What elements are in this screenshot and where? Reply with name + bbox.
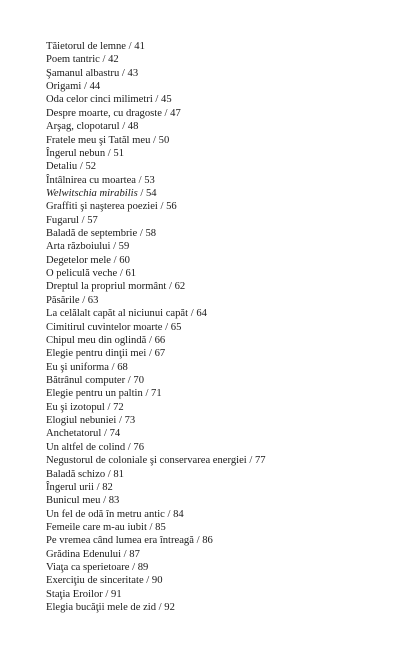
toc-entry-separator: / (93, 481, 103, 493)
toc-entry-title: Cimitirul cuvintelor moarte (46, 321, 163, 333)
toc-entry-separator: / (152, 94, 162, 106)
toc-entry-title: La celălalt capăt al niciunui capăt (46, 308, 189, 320)
toc-entry-title: Graffiti şi naşterea poeziei (46, 201, 158, 213)
toc-entry-separator: / (146, 348, 155, 360)
toc-entry-page-number: 53 (144, 174, 155, 186)
toc-entry-separator: / (108, 361, 118, 373)
toc-entry-separator: / (129, 562, 138, 574)
toc-entry-separator: / (110, 241, 119, 253)
toc-entry-page-number: 68 (117, 361, 128, 373)
toc-entry-separator: / (150, 134, 159, 146)
toc-entry (46, 548, 266, 561)
toc-entry-title: Baladă de septembrie (46, 228, 138, 240)
toc-entry (46, 67, 266, 80)
toc-entry-separator: / (119, 121, 128, 133)
toc-entry-title: Elegie pentru un paltin (46, 388, 143, 400)
toc-entry (46, 53, 266, 66)
toc-entry (46, 240, 266, 253)
toc-entry-title: Eu şi uniforma (46, 361, 109, 373)
toc-entry-page-number: 56 (166, 201, 177, 213)
toc-entry-separator: / (78, 214, 88, 226)
toc-entry-page-number: 85 (155, 521, 166, 533)
toc-entry-title: Arşag, clopotarul (46, 121, 120, 133)
toc-entry (46, 254, 266, 267)
toc-entry-title: Pe vremea când lumea era întreagă (46, 535, 194, 547)
toc-entry-title: Grădina Edenului (46, 548, 122, 560)
toc-entry-separator: / (193, 535, 203, 547)
toc-entry-page-number: 67 (154, 348, 166, 360)
toc-entry-page-number: 86 (202, 535, 213, 547)
toc-entry-title: Baladă schizo (46, 468, 106, 480)
toc-entry-title: Exerciţiu de sinceritate (46, 575, 144, 587)
toc-entry-separator: / (105, 468, 114, 480)
toc-entry (46, 588, 266, 601)
toc-entry-page-number: 52 (85, 161, 97, 173)
toc-entry-page-number: 64 (196, 308, 207, 320)
toc-entry (46, 454, 266, 467)
toc-entry-separator: / (164, 508, 174, 520)
toc-entry-separator: / (162, 321, 171, 333)
toc-entry-title: Fratele meu şi Tatăl meu (46, 134, 151, 146)
toc-entry-page-number: 72 (113, 401, 124, 413)
toc-entry (46, 294, 266, 307)
toc-entry (46, 534, 266, 547)
toc-entry (46, 347, 266, 360)
toc-entry-separator: / (121, 548, 130, 560)
toc-entry-separator: / (126, 41, 135, 52)
toc-entry (46, 334, 266, 347)
toc-entry-title: Fugarul (46, 214, 79, 226)
toc-entry-separator: / (77, 161, 86, 173)
toc-entry-page-number: 82 (102, 481, 113, 493)
toc-entry-separator: / (161, 107, 171, 119)
toc-entry-title: Bunicul meu (46, 495, 101, 507)
toc-entry-title: Întâlnirea cu moartea (46, 174, 136, 186)
toc-entry-page-number: 87 (129, 548, 140, 560)
toc-entry-page-number: 71 (151, 388, 162, 400)
toc-entry (46, 494, 266, 507)
toc-entry (46, 200, 266, 213)
toc-entry-separator: / (79, 294, 88, 306)
toc-entry-separator: / (81, 81, 90, 93)
toc-entry-title: Arta războiului (46, 241, 111, 253)
toc-entry (46, 321, 266, 334)
toc-entry-separator: / (117, 268, 126, 280)
toc-entry-separator: / (146, 521, 156, 533)
toc-entry-title: Elogiul nebuniei (46, 415, 117, 427)
toc-entry (46, 267, 266, 280)
toc-entry (46, 134, 266, 147)
toc-entry-title: Un fel de odă în metru antic (46, 508, 165, 520)
toc-entry-page-number: 50 (158, 134, 170, 146)
toc-entry-separator: / (105, 147, 114, 159)
toc-entry-separator: / (156, 602, 165, 614)
toc-entry (46, 307, 266, 320)
toc-entry-title: Eu şi izotopul (46, 401, 105, 413)
toc-entry-page-number: 70 (133, 374, 144, 386)
toc-entry-separator: / (116, 415, 125, 427)
toc-entry-page-number: 77 (254, 455, 266, 467)
toc-entry-page-number: 61 (125, 268, 137, 280)
toc-entry (46, 227, 266, 240)
toc-entry-separator: / (166, 281, 175, 293)
toc-entry-page-number: 74 (109, 428, 121, 440)
toc-entry (46, 160, 266, 173)
toc-entry-page-number: 90 (151, 575, 163, 587)
toc-entry-title: Chipul meu din oglindă (46, 334, 147, 346)
table-of-contents (46, 40, 266, 614)
toc-entry-title: Îngerul nebun (46, 147, 106, 159)
toc-entry-title: Îngerul urii (46, 481, 94, 493)
toc-entry (46, 414, 266, 427)
toc-entry-title: Staţia Eroilor (46, 588, 103, 600)
toc-entry-page-number: 65 (170, 321, 182, 333)
toc-entry-title: Şamanul albastru (46, 67, 120, 79)
toc-entry-separator: / (136, 174, 145, 186)
toc-entry (46, 427, 266, 440)
toc-entry (46, 120, 266, 133)
toc-entry-title: Anchetatorul (46, 428, 102, 440)
toc-entry-title: Elegie pentru dinţii mei (46, 348, 147, 360)
toc-entry-page-number: 60 (119, 254, 130, 266)
toc-entry (46, 561, 266, 574)
toc-entry-title: Negustorul de coloniale şi conservarea energiei (46, 455, 247, 467)
toc-entry (46, 481, 266, 494)
toc-entry-page-number: 45 (161, 94, 172, 106)
toc-entry-page-number: 57 (87, 214, 98, 226)
toc-entry (46, 387, 266, 400)
toc-entry-title: Un altfel de colind (46, 441, 126, 453)
toc-entry-title: Păsările (46, 294, 80, 306)
toc-entry-separator: / (142, 388, 152, 400)
toc-entry-title: Despre moarte, cu dragoste (46, 107, 162, 119)
toc-entry-page-number: 43 (127, 67, 139, 79)
toc-entry-title: Elegia bucăţii mele de zid (46, 602, 157, 614)
toc-entry-title: Welwitschia mirabilis (46, 187, 138, 199)
toc-entry (46, 441, 266, 454)
toc-entry-page-number: 81 (113, 468, 124, 480)
toc-entry-title: Poem tantric (46, 54, 100, 66)
toc-entry-separator: / (246, 455, 255, 467)
toc-entry-title: Bătrânul computer (46, 374, 126, 386)
toc-entry-page-number: 54 (145, 187, 157, 199)
toc-entry-page-number: 51 (113, 147, 124, 159)
toc-entry-page-number: 58 (145, 228, 157, 240)
toc-entry (46, 80, 266, 93)
toc-entry-separator: / (188, 308, 197, 320)
toc-entry (46, 521, 266, 534)
toc-entry-page-number: 84 (173, 508, 184, 520)
toc-entry-title: Tăietorul de lemne (46, 41, 127, 52)
toc-entry-title: O peliculă veche (46, 268, 118, 280)
toc-entry-separator: / (137, 187, 146, 199)
toc-entry-page-number: 83 (108, 495, 120, 507)
toc-entry (46, 107, 266, 120)
toc-entry-separator: / (119, 67, 128, 79)
toc-entry (46, 280, 266, 293)
toc-entry (46, 187, 266, 200)
toc-entry-page-number: 91 (111, 588, 122, 600)
toc-entry-title: Dreptul la propriul mormânt (46, 281, 167, 293)
toc-entry-page-number: 66 (154, 334, 166, 346)
toc-entry-page-number: 89 (137, 562, 149, 574)
toc-entry-page-number: 48 (127, 121, 139, 133)
toc-entry-page-number: 92 (164, 602, 175, 614)
toc-entry-separator: / (101, 428, 110, 440)
toc-entry-page-number: 47 (170, 107, 181, 119)
toc-entry-page-number: 76 (133, 441, 144, 453)
toc-entry-title: Detaliu (46, 161, 78, 173)
toc-entry-page-number: 42 (108, 54, 119, 66)
toc-entry (46, 401, 266, 414)
toc-entry-title: Viaţa ca sperietoare (46, 562, 130, 574)
toc-entry-title: Oda celor cinci milimetri (46, 94, 153, 106)
toc-entry (46, 508, 266, 521)
toc-entry-separator: / (146, 334, 155, 346)
toc-entry-title: Degetelor mele (46, 254, 112, 266)
toc-entry (46, 174, 266, 187)
toc-entry-separator: / (104, 401, 114, 413)
toc-entry-separator: / (137, 228, 146, 240)
toc-entry (46, 214, 266, 227)
toc-entry-separator: / (99, 54, 109, 66)
toc-entry (46, 40, 266, 53)
toc-entry (46, 147, 266, 160)
toc-entry (46, 361, 266, 374)
toc-entry (46, 93, 266, 106)
toc-entry-separator: / (125, 374, 134, 386)
toc-entry (46, 574, 266, 587)
toc-entry-title: Femeile care m-au iubit (46, 521, 147, 533)
toc-entry-separator: / (125, 441, 134, 453)
toc-entry (46, 374, 266, 387)
toc-entry-separator: / (102, 588, 112, 600)
toc-entry-separator: / (143, 575, 152, 587)
toc-entry-page-number: 59 (118, 241, 130, 253)
toc-entry-separator: / (100, 495, 109, 507)
toc-entry (46, 468, 266, 481)
toc-entry-page-number: 62 (174, 281, 186, 293)
toc-entry-page-number: 41 (134, 41, 145, 52)
toc-entry-page-number: 44 (89, 81, 101, 93)
toc-entry-title: Origami (46, 81, 82, 93)
toc-entry-page-number: 63 (87, 294, 99, 306)
toc-entry-separator: / (111, 254, 120, 266)
toc-entry-page-number: 73 (124, 415, 136, 427)
toc-entry (46, 601, 266, 614)
toc-entry-separator: / (157, 201, 167, 213)
